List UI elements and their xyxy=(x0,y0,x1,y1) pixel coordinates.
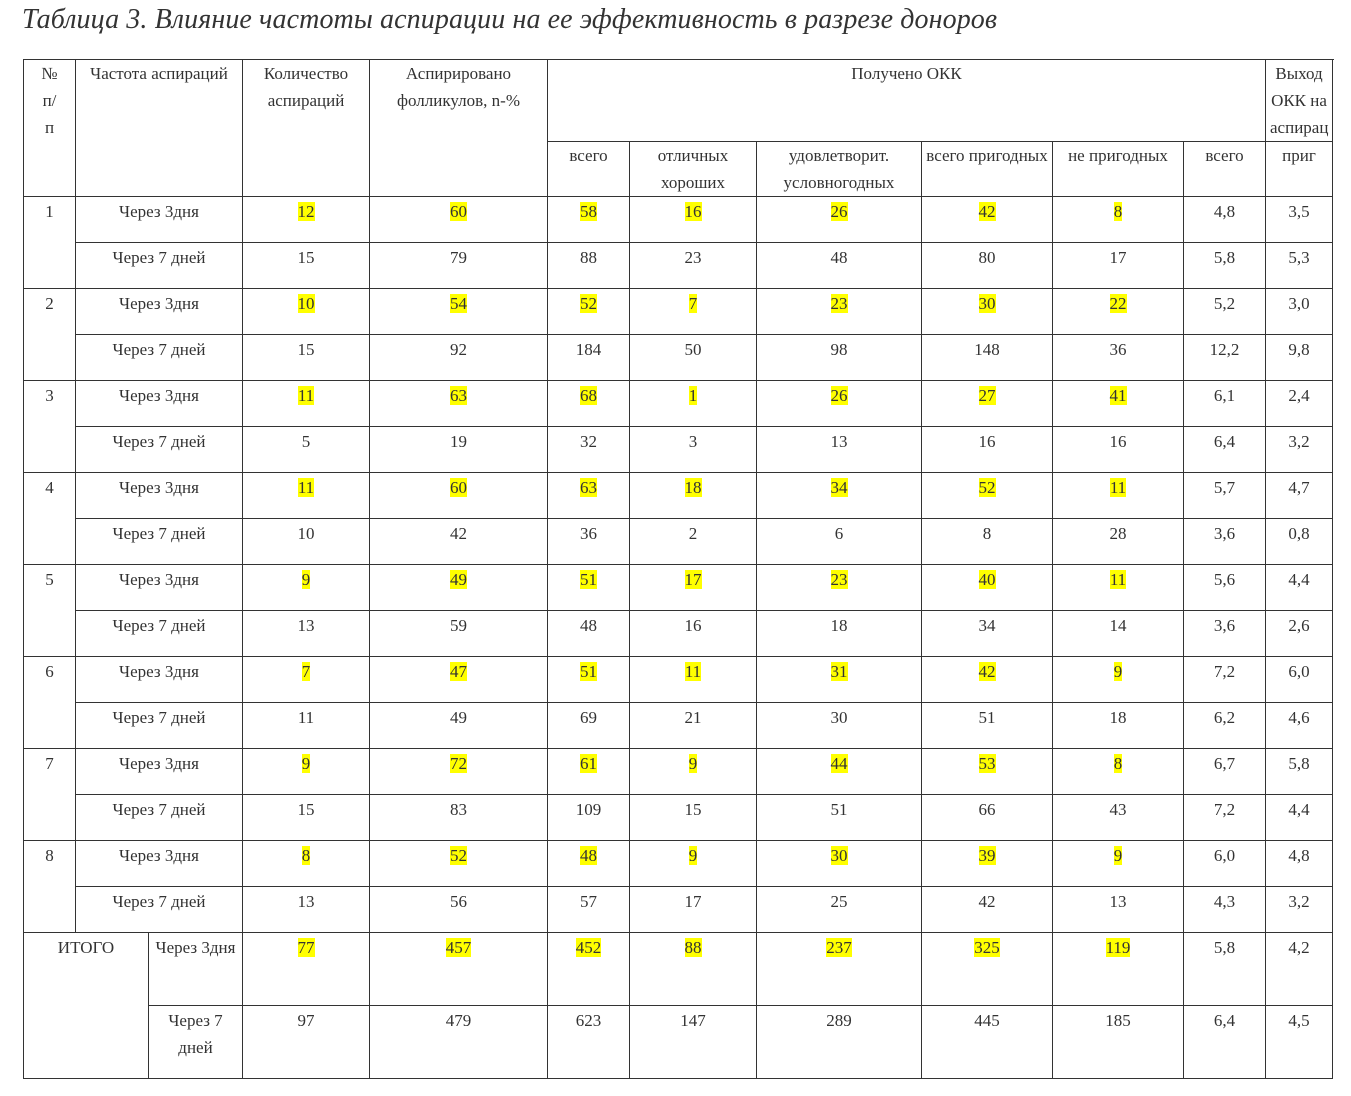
cell-yield-total: 6,7 xyxy=(1184,749,1266,795)
table-row xyxy=(24,289,1333,335)
row-frequency: Через 3дня xyxy=(76,657,243,703)
cell-aspirated: 19 xyxy=(370,427,548,473)
row-frequency: Через 3дня xyxy=(76,197,243,243)
total-frequency: Через 7 дней xyxy=(149,1006,243,1079)
table-row xyxy=(24,749,1333,795)
cell-unfit: 18 xyxy=(1053,703,1184,749)
cell-excellent: 9 xyxy=(630,749,757,795)
total-row xyxy=(24,933,1333,1006)
cell-satisfactory: 31 xyxy=(757,657,922,703)
cell-fit-total: 66 xyxy=(922,795,1053,841)
cell-yield-total: 6,4 xyxy=(1184,427,1266,473)
cell-unfit: 8 xyxy=(1053,749,1184,795)
cell-excellent: 7 xyxy=(630,289,757,335)
cell-yield-fit: 4,8 xyxy=(1266,841,1333,887)
cell-satisfactory: 98 xyxy=(757,335,922,381)
total-frequency: Через 3дня xyxy=(149,933,243,1006)
header-yield-fit: приг xyxy=(1266,142,1333,197)
header-aspirated: Аспирировано фолликулов, n-% xyxy=(370,60,548,197)
cell-count: 9 xyxy=(243,749,370,795)
cell-count: 11 xyxy=(243,703,370,749)
row-frequency: Через 3дня xyxy=(76,473,243,519)
header-number: № п/ п xyxy=(24,60,76,197)
cell-fit-total: 40 xyxy=(922,565,1053,611)
cell-satisfactory: 30 xyxy=(757,703,922,749)
cell-yield-total: 6,2 xyxy=(1184,703,1266,749)
cell-aspirated: 47 xyxy=(370,657,548,703)
cell-yield-fit: 2,6 xyxy=(1266,611,1333,657)
cell-excellent: 17 xyxy=(630,565,757,611)
cell-yield-fit: 4,4 xyxy=(1266,795,1333,841)
cell-yield-fit: 9,8 xyxy=(1266,335,1333,381)
cell-fit-total: 30 xyxy=(922,289,1053,335)
total-fit-total: 445 xyxy=(922,1006,1053,1079)
cell-excellent: 16 xyxy=(630,197,757,243)
total-row xyxy=(24,1006,1333,1079)
row-frequency: Через 7 дней xyxy=(76,887,243,933)
cell-yield-fit: 4,6 xyxy=(1266,703,1333,749)
cell-count: 12 xyxy=(243,197,370,243)
cell-count: 10 xyxy=(243,519,370,565)
cell-yield-total: 5,6 xyxy=(1184,565,1266,611)
total-yield-fit: 4,5 xyxy=(1266,1006,1333,1079)
cell-yield-total: 7,2 xyxy=(1184,657,1266,703)
cell-fit-total: 52 xyxy=(922,473,1053,519)
cell-total: 48 xyxy=(548,611,630,657)
cell-count: 15 xyxy=(243,335,370,381)
row-frequency: Через 7 дней xyxy=(76,335,243,381)
header-received: Получено ОКК xyxy=(548,60,1266,142)
cell-count: 9 xyxy=(243,565,370,611)
aspiration-table xyxy=(23,59,1333,1079)
cell-yield-fit: 4,4 xyxy=(1266,565,1333,611)
cell-fit-total: 148 xyxy=(922,335,1053,381)
cell-aspirated: 49 xyxy=(370,565,548,611)
cell-yield-total: 12,2 xyxy=(1184,335,1266,381)
cell-count: 10 xyxy=(243,289,370,335)
cell-yield-total: 5,8 xyxy=(1184,243,1266,289)
cell-aspirated: 72 xyxy=(370,749,548,795)
cell-unfit: 11 xyxy=(1053,473,1184,519)
header-satisfactory: удовлетворит. условногодных xyxy=(757,142,922,197)
cell-aspirated: 56 xyxy=(370,887,548,933)
table-caption: Таблица 3. Влияние частоты аспирации на ее эффективность в разрезе доноров xyxy=(22,4,998,35)
header-yield: Выход ОКК на аспирац xyxy=(1266,60,1333,142)
total-unfit: 185 xyxy=(1053,1006,1184,1079)
cell-unfit: 36 xyxy=(1053,335,1184,381)
cell-total: 52 xyxy=(548,289,630,335)
cell-fit-total: 51 xyxy=(922,703,1053,749)
cell-total: 88 xyxy=(548,243,630,289)
total-total: 623 xyxy=(548,1006,630,1079)
cell-fit-total: 42 xyxy=(922,887,1053,933)
total-yield-fit: 4,2 xyxy=(1266,933,1333,1006)
cell-unfit: 41 xyxy=(1053,381,1184,427)
cell-aspirated: 59 xyxy=(370,611,548,657)
table-row xyxy=(24,565,1333,611)
cell-satisfactory: 18 xyxy=(757,611,922,657)
table-row xyxy=(24,473,1333,519)
cell-yield-fit: 3,5 xyxy=(1266,197,1333,243)
cell-total: 58 xyxy=(548,197,630,243)
cell-unfit: 9 xyxy=(1053,657,1184,703)
cell-fit-total: 80 xyxy=(922,243,1053,289)
cell-count: 15 xyxy=(243,795,370,841)
total-count: 77 xyxy=(243,933,370,1006)
header-yield-total: всего xyxy=(1184,142,1266,197)
cell-yield-total: 5,2 xyxy=(1184,289,1266,335)
header-fit-total: всего пригодных xyxy=(922,142,1053,197)
cell-excellent: 16 xyxy=(630,611,757,657)
cell-satisfactory: 25 xyxy=(757,887,922,933)
cell-excellent: 15 xyxy=(630,795,757,841)
cell-satisfactory: 26 xyxy=(757,197,922,243)
cell-aspirated: 54 xyxy=(370,289,548,335)
total-excellent: 88 xyxy=(630,933,757,1006)
cell-total: 48 xyxy=(548,841,630,887)
total-fit-total: 325 xyxy=(922,933,1053,1006)
row-frequency: Через 7 дней xyxy=(76,427,243,473)
cell-aspirated: 52 xyxy=(370,841,548,887)
cell-total: 69 xyxy=(548,703,630,749)
cell-total: 61 xyxy=(548,749,630,795)
cell-yield-fit: 6,0 xyxy=(1266,657,1333,703)
row-frequency: Через 3дня xyxy=(76,381,243,427)
cell-fit-total: 42 xyxy=(922,197,1053,243)
row-frequency: Через 7 дней xyxy=(76,703,243,749)
cell-excellent: 17 xyxy=(630,887,757,933)
cell-total: 63 xyxy=(548,473,630,519)
cell-yield-fit: 3,2 xyxy=(1266,887,1333,933)
table-row xyxy=(24,197,1333,243)
cell-fit-total: 39 xyxy=(922,841,1053,887)
cell-satisfactory: 26 xyxy=(757,381,922,427)
cell-yield-total: 4,3 xyxy=(1184,887,1266,933)
total-aspirated: 457 xyxy=(370,933,548,1006)
cell-count: 11 xyxy=(243,381,370,427)
cell-aspirated: 63 xyxy=(370,381,548,427)
cell-total: 51 xyxy=(548,565,630,611)
cell-total: 68 xyxy=(548,381,630,427)
cell-unfit: 22 xyxy=(1053,289,1184,335)
cell-count: 7 xyxy=(243,657,370,703)
row-number: 3 xyxy=(24,381,76,473)
cell-yield-total: 6,1 xyxy=(1184,381,1266,427)
cell-excellent: 11 xyxy=(630,657,757,703)
table-header xyxy=(24,60,1333,197)
row-number: 5 xyxy=(24,565,76,657)
cell-aspirated: 79 xyxy=(370,243,548,289)
cell-satisfactory: 51 xyxy=(757,795,922,841)
cell-total: 51 xyxy=(548,657,630,703)
table-row xyxy=(24,611,1333,657)
row-frequency: Через 7 дней xyxy=(76,611,243,657)
cell-count: 13 xyxy=(243,611,370,657)
row-number: 1 xyxy=(24,197,76,289)
row-number: 4 xyxy=(24,473,76,565)
cell-satisfactory: 23 xyxy=(757,289,922,335)
cell-excellent: 50 xyxy=(630,335,757,381)
cell-yield-total: 3,6 xyxy=(1184,519,1266,565)
cell-excellent: 3 xyxy=(630,427,757,473)
table-row xyxy=(24,243,1333,289)
cell-total: 32 xyxy=(548,427,630,473)
cell-satisfactory: 44 xyxy=(757,749,922,795)
cell-total: 184 xyxy=(548,335,630,381)
table-row xyxy=(24,703,1333,749)
cell-count: 5 xyxy=(243,427,370,473)
cell-yield-total: 7,2 xyxy=(1184,795,1266,841)
row-frequency: Через 3дня xyxy=(76,289,243,335)
cell-aspirated: 92 xyxy=(370,335,548,381)
cell-aspirated: 49 xyxy=(370,703,548,749)
cell-count: 11 xyxy=(243,473,370,519)
row-frequency: Через 7 дней xyxy=(76,519,243,565)
cell-yield-fit: 4,7 xyxy=(1266,473,1333,519)
total-yield-total: 6,4 xyxy=(1184,1006,1266,1079)
cell-count: 8 xyxy=(243,841,370,887)
table-row xyxy=(24,335,1333,381)
cell-unfit: 11 xyxy=(1053,565,1184,611)
cell-yield-fit: 5,8 xyxy=(1266,749,1333,795)
row-number: 2 xyxy=(24,289,76,381)
cell-yield-fit: 0,8 xyxy=(1266,519,1333,565)
total-satisfactory: 289 xyxy=(757,1006,922,1079)
total-aspirated: 479 xyxy=(370,1006,548,1079)
cell-aspirated: 42 xyxy=(370,519,548,565)
row-frequency: Через 7 дней xyxy=(76,243,243,289)
table-row xyxy=(24,841,1333,887)
row-frequency: Через 3дня xyxy=(76,565,243,611)
table-row xyxy=(24,795,1333,841)
cell-total: 57 xyxy=(548,887,630,933)
cell-count: 13 xyxy=(243,887,370,933)
total-excellent: 147 xyxy=(630,1006,757,1079)
cell-unfit: 13 xyxy=(1053,887,1184,933)
header-total: всего xyxy=(548,142,630,197)
cell-excellent: 2 xyxy=(630,519,757,565)
cell-unfit: 28 xyxy=(1053,519,1184,565)
header-count: Количество аспираций xyxy=(243,60,370,197)
total-total: 452 xyxy=(548,933,630,1006)
cell-yield-fit: 3,0 xyxy=(1266,289,1333,335)
header-frequency: Частота аспираций xyxy=(76,60,243,197)
cell-unfit: 17 xyxy=(1053,243,1184,289)
cell-yield-fit: 2,4 xyxy=(1266,381,1333,427)
cell-satisfactory: 34 xyxy=(757,473,922,519)
cell-fit-total: 42 xyxy=(922,657,1053,703)
cell-fit-total: 34 xyxy=(922,611,1053,657)
cell-excellent: 9 xyxy=(630,841,757,887)
cell-excellent: 1 xyxy=(630,381,757,427)
cell-count: 15 xyxy=(243,243,370,289)
row-frequency: Через 3дня xyxy=(76,841,243,887)
total-unfit: 119 xyxy=(1053,933,1184,1006)
cell-fit-total: 8 xyxy=(922,519,1053,565)
cell-yield-total: 5,7 xyxy=(1184,473,1266,519)
header-unfit: не пригодных xyxy=(1053,142,1184,197)
row-frequency: Через 7 дней xyxy=(76,795,243,841)
cell-satisfactory: 30 xyxy=(757,841,922,887)
table-row xyxy=(24,657,1333,703)
cell-unfit: 14 xyxy=(1053,611,1184,657)
cell-aspirated: 60 xyxy=(370,473,548,519)
cell-satisfactory: 23 xyxy=(757,565,922,611)
cell-yield-total: 3,6 xyxy=(1184,611,1266,657)
table-row xyxy=(24,381,1333,427)
row-frequency: Через 3дня xyxy=(76,749,243,795)
cell-fit-total: 27 xyxy=(922,381,1053,427)
cell-total: 36 xyxy=(548,519,630,565)
cell-excellent: 18 xyxy=(630,473,757,519)
table-row xyxy=(24,519,1333,565)
table-body xyxy=(24,197,1333,1079)
cell-unfit: 8 xyxy=(1053,197,1184,243)
cell-total: 109 xyxy=(548,795,630,841)
cell-fit-total: 53 xyxy=(922,749,1053,795)
header-excellent: отличных хороших xyxy=(630,142,757,197)
cell-yield-fit: 3,2 xyxy=(1266,427,1333,473)
cell-yield-fit: 5,3 xyxy=(1266,243,1333,289)
row-number: 7 xyxy=(24,749,76,841)
total-label: ИТОГО xyxy=(24,933,149,1079)
row-number: 8 xyxy=(24,841,76,933)
cell-yield-total: 4,8 xyxy=(1184,197,1266,243)
cell-satisfactory: 48 xyxy=(757,243,922,289)
cell-fit-total: 16 xyxy=(922,427,1053,473)
cell-satisfactory: 13 xyxy=(757,427,922,473)
table-row xyxy=(24,427,1333,473)
cell-excellent: 21 xyxy=(630,703,757,749)
cell-yield-total: 6,0 xyxy=(1184,841,1266,887)
cell-excellent: 23 xyxy=(630,243,757,289)
total-count: 97 xyxy=(243,1006,370,1079)
table-row xyxy=(24,887,1333,933)
cell-satisfactory: 6 xyxy=(757,519,922,565)
cell-unfit: 9 xyxy=(1053,841,1184,887)
cell-unfit: 16 xyxy=(1053,427,1184,473)
cell-aspirated: 83 xyxy=(370,795,548,841)
cell-unfit: 43 xyxy=(1053,795,1184,841)
row-number: 6 xyxy=(24,657,76,749)
total-satisfactory: 237 xyxy=(757,933,922,1006)
total-yield-total: 5,8 xyxy=(1184,933,1266,1006)
cell-aspirated: 60 xyxy=(370,197,548,243)
